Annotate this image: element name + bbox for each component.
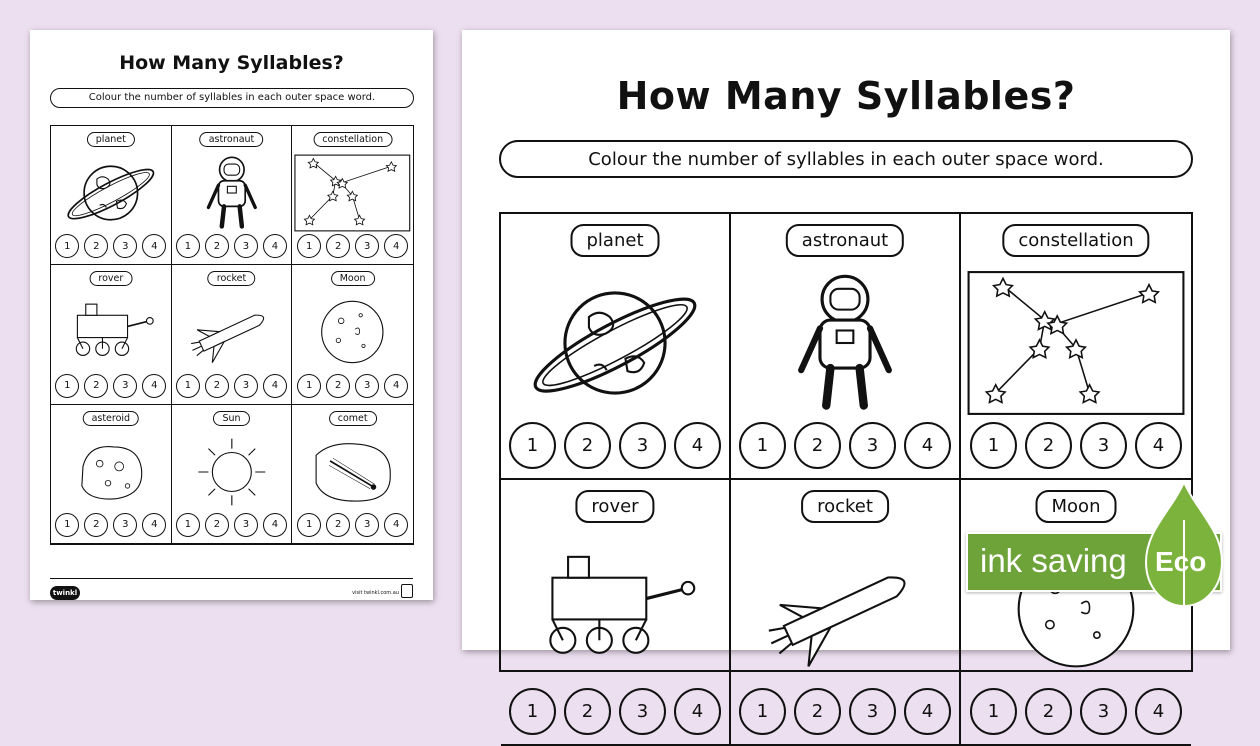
worksheet-preview-small [30, 30, 433, 600]
syllable-choice-4[interactable]: 4 [384, 234, 408, 258]
syllable-choice-4[interactable]: 4 [674, 688, 721, 735]
sun-icon [172, 433, 292, 511]
syllable-choice-3[interactable]: 3 [234, 513, 258, 537]
syllable-choice-1[interactable]: 1 [55, 513, 79, 537]
syllable-choice-2[interactable]: 2 [84, 513, 108, 537]
asteroid-icon [51, 433, 171, 511]
syllable-choice-3[interactable]: 3 [619, 688, 666, 735]
syllable-choice-4[interactable]: 4 [384, 374, 408, 398]
syllable-choice-2[interactable]: 2 [326, 234, 350, 258]
syllable-choice-1[interactable]: 1 [176, 374, 200, 398]
comet-icon [292, 433, 413, 511]
syllable-choice-2[interactable]: 2 [1025, 688, 1072, 735]
word-card-comet [292, 405, 413, 544]
syllable-choice-4[interactable]: 4 [1135, 422, 1182, 469]
word-card-asteroid [51, 405, 172, 544]
syllable-choice-3[interactable]: 3 [113, 513, 137, 537]
word-card-rover [51, 265, 172, 404]
syllable-choices [961, 688, 1191, 735]
word-label: rover [575, 490, 654, 523]
word-card-planet [51, 126, 172, 265]
word-card-rocket [731, 480, 961, 746]
word-label: rocket [801, 490, 889, 523]
rocket-icon [172, 293, 292, 371]
rover-icon [51, 293, 171, 371]
twinkl-logo: twinkl [50, 586, 80, 600]
word-label: Sun [213, 411, 249, 426]
syllable-grid [50, 125, 414, 545]
syllable-choice-1[interactable]: 1 [970, 422, 1017, 469]
word-label: comet [329, 411, 377, 426]
ink-saving-label: ink saving [980, 542, 1127, 579]
worksheet-instruction: Colour the number of syllables in each outer space word. [50, 88, 414, 108]
syllable-choices [51, 374, 171, 398]
word-card-rover [501, 480, 731, 746]
syllable-choice-4[interactable]: 4 [904, 422, 951, 469]
syllable-choices [501, 688, 729, 735]
syllable-choice-3[interactable]: 3 [849, 422, 896, 469]
syllable-choice-1[interactable]: 1 [297, 374, 321, 398]
worksheet-title: How Many Syllables? [119, 52, 344, 74]
rocket-icon [731, 536, 959, 682]
syllable-choice-3[interactable]: 3 [355, 374, 379, 398]
word-label: constellation [1002, 224, 1149, 257]
word-card-astronaut [731, 214, 961, 480]
syllable-choice-3[interactable]: 3 [619, 422, 666, 469]
syllable-choice-3[interactable]: 3 [234, 234, 258, 258]
syllable-choice-1[interactable]: 1 [739, 688, 786, 735]
syllable-choice-3[interactable]: 3 [1080, 422, 1127, 469]
word-card-rocket [172, 265, 293, 404]
syllable-choices [172, 234, 292, 258]
syllable-choice-4[interactable]: 4 [142, 374, 166, 398]
word-label: astronaut [786, 224, 904, 257]
syllable-choice-4[interactable]: 4 [384, 513, 408, 537]
syllable-choice-4[interactable]: 4 [263, 234, 287, 258]
word-label: Moon [331, 271, 375, 286]
footer-stamp-icon [401, 584, 413, 598]
syllable-choice-1[interactable]: 1 [509, 688, 556, 735]
syllable-choice-1[interactable]: 1 [55, 374, 79, 398]
word-label: astronaut [200, 132, 264, 147]
syllable-choice-2[interactable]: 2 [1025, 422, 1072, 469]
syllable-choices [51, 513, 171, 537]
word-label: asteroid [83, 411, 140, 426]
syllable-choices [292, 234, 413, 258]
word-card-moon [292, 265, 413, 404]
syllable-choice-1[interactable]: 1 [970, 688, 1017, 735]
syllable-choice-2[interactable]: 2 [205, 374, 229, 398]
syllable-choice-2[interactable]: 2 [205, 234, 229, 258]
syllable-choice-2[interactable]: 2 [564, 688, 611, 735]
word-card-astronaut [172, 126, 293, 265]
word-label: rover [89, 271, 132, 286]
syllable-choices [172, 513, 292, 537]
rover-icon [501, 536, 729, 682]
syllable-choice-2[interactable]: 2 [326, 374, 350, 398]
syllable-grid [499, 212, 1193, 722]
syllable-choice-4[interactable]: 4 [263, 513, 287, 537]
syllable-choice-4[interactable]: 4 [263, 374, 287, 398]
syllable-choice-4[interactable]: 4 [674, 422, 721, 469]
planet-icon [51, 154, 171, 232]
eco-label: Eco [1155, 546, 1207, 577]
syllable-choice-2[interactable]: 2 [84, 374, 108, 398]
footer-divider [50, 578, 413, 579]
syllable-choice-1[interactable]: 1 [176, 234, 200, 258]
syllable-choices [292, 374, 413, 398]
syllable-choice-4[interactable]: 4 [1135, 688, 1182, 735]
syllable-choice-1[interactable]: 1 [55, 234, 79, 258]
syllable-choices [292, 513, 413, 537]
constellation-icon [292, 154, 413, 232]
syllable-choice-2[interactable]: 2 [794, 422, 841, 469]
syllable-choices [51, 234, 171, 258]
syllable-choice-3[interactable]: 3 [355, 513, 379, 537]
syllable-choice-2[interactable]: 2 [564, 422, 611, 469]
word-label: planet [571, 224, 660, 257]
syllable-choice-4[interactable]: 4 [904, 688, 951, 735]
syllable-choices [731, 688, 959, 735]
word-label: constellation [313, 132, 392, 147]
syllable-choice-1[interactable]: 1 [297, 234, 321, 258]
word-label: rocket [208, 271, 255, 286]
syllable-choice-4[interactable]: 4 [142, 513, 166, 537]
syllable-choice-3[interactable]: 3 [1080, 688, 1127, 735]
syllable-choices [172, 374, 292, 398]
syllable-choice-1[interactable]: 1 [297, 513, 321, 537]
syllable-choice-2[interactable]: 2 [205, 513, 229, 537]
syllable-choice-2[interactable]: 2 [84, 234, 108, 258]
syllable-choices [501, 422, 729, 469]
astronaut-icon [731, 270, 959, 416]
astronaut-icon [172, 154, 292, 232]
constellation-icon [961, 270, 1191, 416]
word-card-sun [172, 405, 293, 544]
moon-icon [292, 293, 413, 371]
syllable-choice-1[interactable]: 1 [739, 422, 786, 469]
syllable-choice-2[interactable]: 2 [794, 688, 841, 735]
syllable-choice-3[interactable]: 3 [113, 234, 137, 258]
syllable-choice-4[interactable]: 4 [142, 234, 166, 258]
syllable-choice-3[interactable]: 3 [355, 234, 379, 258]
worksheet-instruction: Colour the number of syllables in each outer space word. [499, 140, 1193, 178]
syllable-choices [731, 422, 959, 469]
word-label: planet [87, 132, 135, 147]
word-card-constellation [292, 126, 413, 265]
planet-icon [501, 270, 729, 416]
word-card-planet [501, 214, 731, 480]
syllable-choice-3[interactable]: 3 [113, 374, 137, 398]
footer-url: visit twinkl.com.au [352, 590, 399, 596]
syllable-choice-1[interactable]: 1 [176, 513, 200, 537]
syllable-choice-1[interactable]: 1 [509, 422, 556, 469]
word-label: Moon [1036, 490, 1117, 523]
syllable-choices [961, 422, 1191, 469]
syllable-choice-3[interactable]: 3 [234, 374, 258, 398]
syllable-choice-2[interactable]: 2 [326, 513, 350, 537]
word-card-constellation [961, 214, 1191, 480]
worksheet-title: How Many Syllables? [616, 74, 1076, 118]
syllable-choice-3[interactable]: 3 [849, 688, 896, 735]
